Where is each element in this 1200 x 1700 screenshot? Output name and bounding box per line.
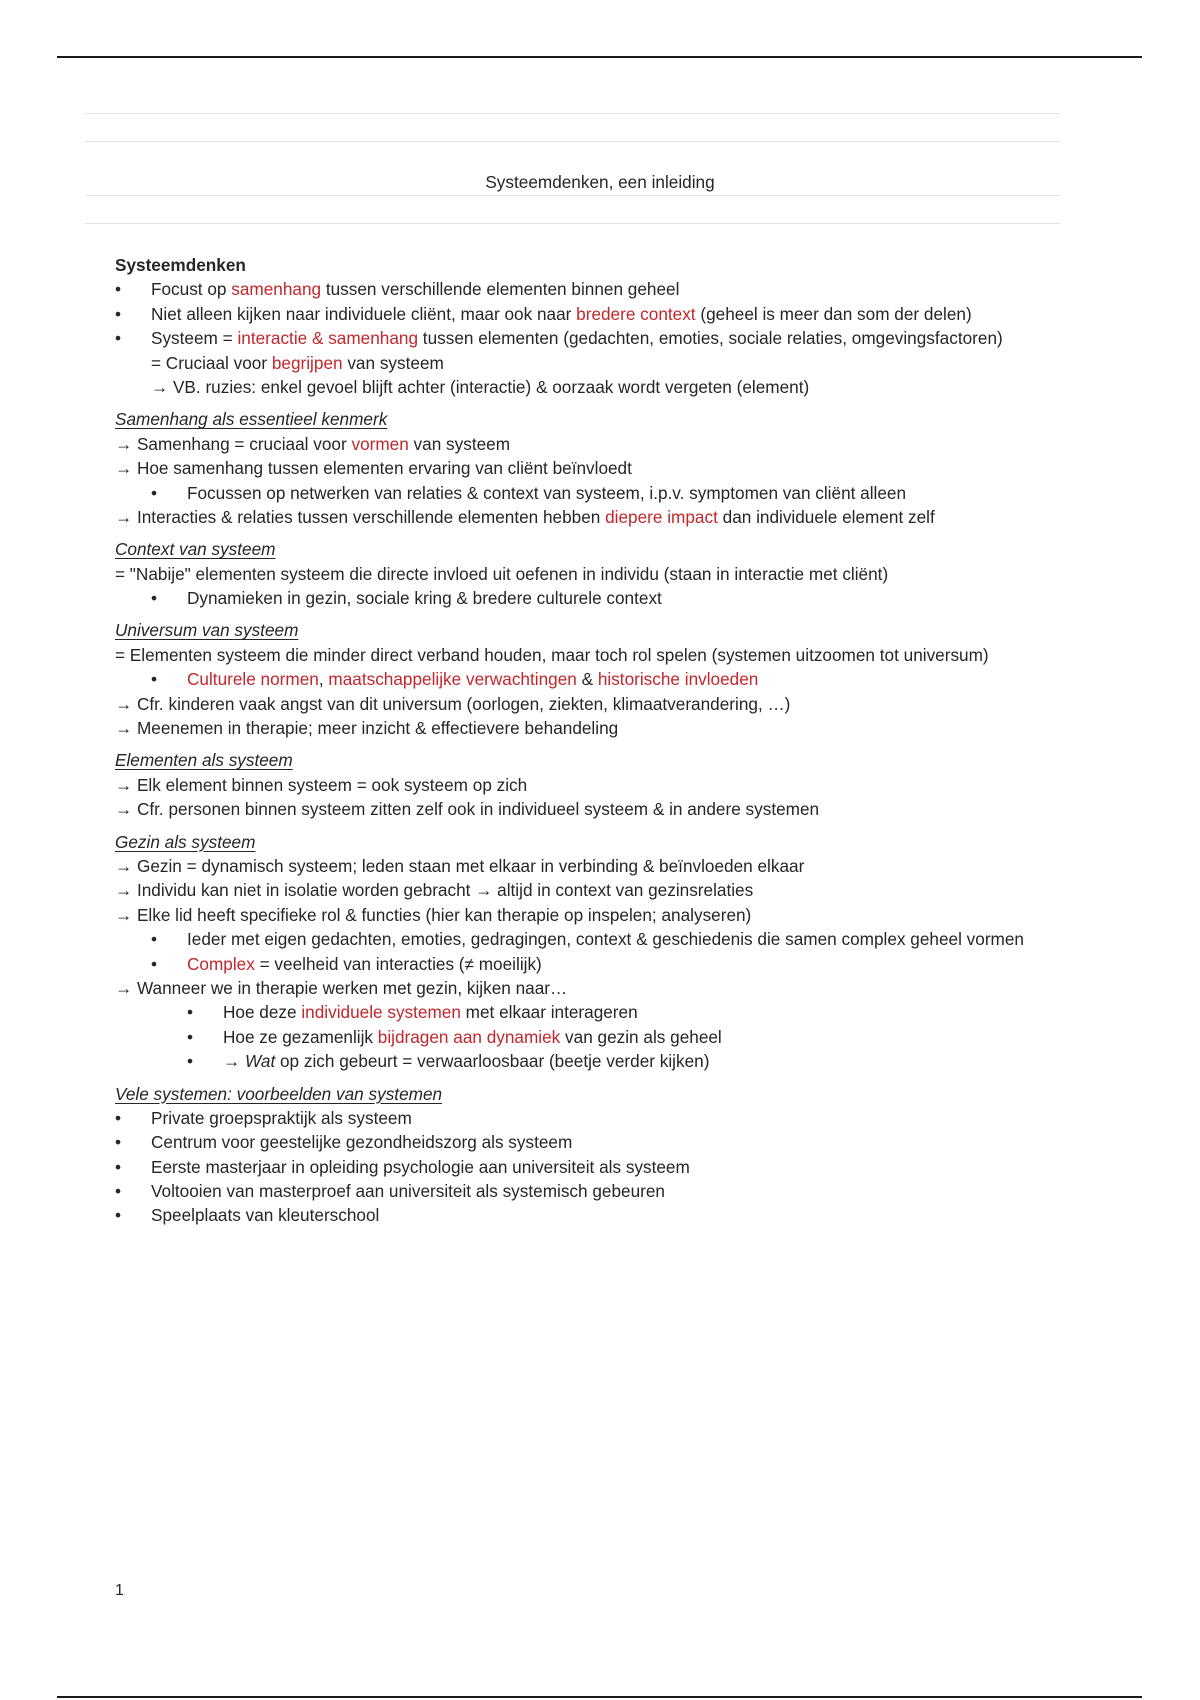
text-span: → Gezin = dynamisch systeem; leden staan met elkaar in verbinding & beïnvloeden elkaar [115, 855, 805, 876]
bullet-item [115, 1130, 1195, 1154]
bullet-item [115, 326, 1195, 350]
text-span: → Elk element binnen systeem = ook systeem op zich [115, 774, 528, 795]
section-heading [115, 537, 1195, 561]
header-line [85, 195, 1060, 196]
text-span: tussen elementen (gedachten, emoties, sociale relaties, omgevingsfactoren) [418, 328, 1003, 349]
heading-text: Universum van systeem [115, 620, 299, 641]
text-span: Systeem = [151, 328, 238, 349]
bullet-item [115, 481, 1195, 505]
bullet-item [115, 1000, 1195, 1024]
text-span: → Elke lid heeft specifieke rol & functies (hier kan therapie op inspelen; analyseren) [115, 904, 752, 925]
text-span: tussen verschillende elementen binnen geheel [321, 279, 680, 300]
text-span: , [318, 669, 329, 690]
page-number: 1 [115, 1582, 124, 1599]
highlighted-term: individuele systemen [301, 1002, 461, 1023]
highlighted-term: bijdragen aan dynamiek [377, 1026, 561, 1047]
text-span: Systeemdenken [115, 255, 246, 275]
highlighted-term: interactie & samenhang [237, 328, 419, 349]
text-line [115, 903, 1195, 927]
text-span: Wat [244, 1051, 276, 1072]
text-span: → Cfr. personen binnen systeem zitten zelf ook in individueel systeem & in andere systemen [115, 799, 820, 820]
bullet-item [115, 952, 1195, 976]
highlighted-term: Culturele normen [187, 669, 319, 690]
text-line [115, 716, 1195, 740]
text-line [115, 351, 1195, 375]
bullet-item [115, 1025, 1195, 1049]
bullet-item [115, 586, 1195, 610]
bullet-item [115, 1203, 1195, 1227]
text-line [115, 773, 1195, 797]
bullet-item [115, 927, 1195, 951]
text-span: → Samenhang = cruciaal voor [115, 433, 352, 454]
text-span: Focust op [151, 279, 232, 300]
text-line [115, 505, 1195, 529]
section-heading [115, 618, 1195, 642]
section-heading [115, 830, 1195, 854]
heading-text: Gezin als systeem [115, 831, 256, 852]
heading-text: Context van systeem [115, 539, 276, 560]
heading-text: Elementen als systeem [115, 750, 293, 771]
top-rule [57, 56, 1142, 58]
text-line [115, 456, 1195, 480]
text-line [115, 375, 1195, 399]
text-span: Hoe ze gezamenlijk [223, 1026, 378, 1047]
bullet-item [115, 277, 1195, 301]
text-line [115, 854, 1195, 878]
text-line [115, 878, 1195, 902]
text-span: → [223, 1051, 245, 1072]
text-span: Voltooien van masterproef aan universiteit als systemisch gebeuren [151, 1181, 665, 1202]
text-span: → Individu kan niet in isolatie worden gebracht → altijd in context van gezinsrelaties [115, 880, 754, 901]
highlighted-term: historische invloeden [597, 669, 759, 690]
document-body [115, 253, 1195, 1228]
highlighted-term: maatschappelijke verwachtingen [328, 669, 577, 690]
highlighted-term: diepere impact [605, 506, 718, 527]
text-line [115, 692, 1195, 716]
text-span: van systeem [342, 352, 444, 373]
text-span: → Meenemen in therapie; meer inzicht & effectievere behandeling [115, 718, 619, 739]
text-span: Ieder met eigen gedachten, emoties, gedragingen, context & geschiedenis die samen complex geheel vormen [187, 929, 1024, 950]
text-span: Dynamieken in gezin, sociale kring & bredere culturele context [187, 588, 662, 609]
text-span: (geheel is meer dan som der delen) [695, 303, 972, 324]
text-span: van gezin als geheel [560, 1026, 722, 1047]
bullet-item [115, 1179, 1195, 1203]
bullet-item [115, 1106, 1195, 1130]
text-span: Hoe deze [223, 1002, 302, 1023]
highlighted-term: vormen [351, 433, 409, 454]
text-span: → Cfr. kinderen vaak angst van dit universum (oorlogen, ziekten, klimaatverandering, …) [115, 693, 791, 714]
header-line [85, 113, 1060, 114]
text-span: = veelheid van interacties (≠ moeilijk) [254, 953, 542, 974]
bullet-item [115, 302, 1195, 326]
text-span: Speelplaats van kleuterschool [151, 1205, 380, 1226]
text-span: → Interacties & relaties tussen verschillende elementen hebben [115, 506, 606, 527]
page-title: Systeemdenken, een inleiding [485, 172, 715, 192]
section-heading [115, 407, 1195, 431]
header-line [85, 223, 1060, 224]
highlighted-term: samenhang [231, 279, 322, 300]
heading-text: Vele systemen: voorbeelden van systemen [115, 1083, 443, 1104]
text-line [115, 797, 1195, 821]
text-span: = "Nabije" elementen systeem die directe invloed uit oefenen in individu (staan in interactie met cliënt) [115, 563, 889, 584]
document-heading [115, 253, 1195, 277]
text-span: & [576, 669, 598, 690]
text-span: → VB. ruzies: enkel gevoel blijft achter (interactie) & oorzaak wordt vergeten (element) [151, 376, 810, 397]
highlighted-term: Complex [187, 953, 255, 974]
bullet-item [115, 667, 1195, 691]
text-line [115, 643, 1195, 667]
text-span: Niet alleen kijken naar individuele cliënt, maar ook naar [151, 303, 577, 324]
heading-text: Samenhang als essentieel kenmerk [115, 409, 388, 430]
highlighted-term: bredere context [576, 303, 696, 324]
text-span: met elkaar interageren [460, 1002, 638, 1023]
bullet-item [115, 1049, 1195, 1073]
text-span: = Cruciaal voor [151, 352, 272, 373]
text-span: = Elementen systeem die minder direct verband houden, maar toch rol spelen (systemen uitzoomen tot universum) [115, 644, 989, 665]
text-span: Private groepspraktijk als systeem [151, 1107, 412, 1128]
text-span: dan individuele element zelf [717, 506, 935, 527]
text-line [115, 432, 1195, 456]
text-span: Focussen op netwerken van relaties & context van systeem, i.p.v. symptomen van cliënt alleen [187, 482, 907, 503]
highlighted-term: begrijpen [271, 352, 343, 373]
text-line [115, 562, 1195, 586]
bottom-rule [57, 1696, 1142, 1698]
header-line [85, 141, 1060, 142]
text-span: van systeem [408, 433, 511, 454]
section-heading [115, 748, 1195, 772]
section-heading [115, 1082, 1195, 1106]
text-span: Eerste masterjaar in opleiding psychologie aan universiteit als systeem [151, 1156, 690, 1177]
text-span: Centrum voor geestelijke gezondheidszorg als systeem [151, 1132, 573, 1153]
text-span: op zich gebeurt = verwaarloosbaar (beetje verder kijken) [275, 1051, 710, 1072]
text-line [115, 976, 1195, 1000]
bullet-item [115, 1155, 1195, 1179]
text-span: → Hoe samenhang tussen elementen ervaring van cliënt beïnvloedt [115, 458, 632, 479]
text-span: → Wanneer we in therapie werken met gezin, kijken naar… [115, 977, 568, 998]
